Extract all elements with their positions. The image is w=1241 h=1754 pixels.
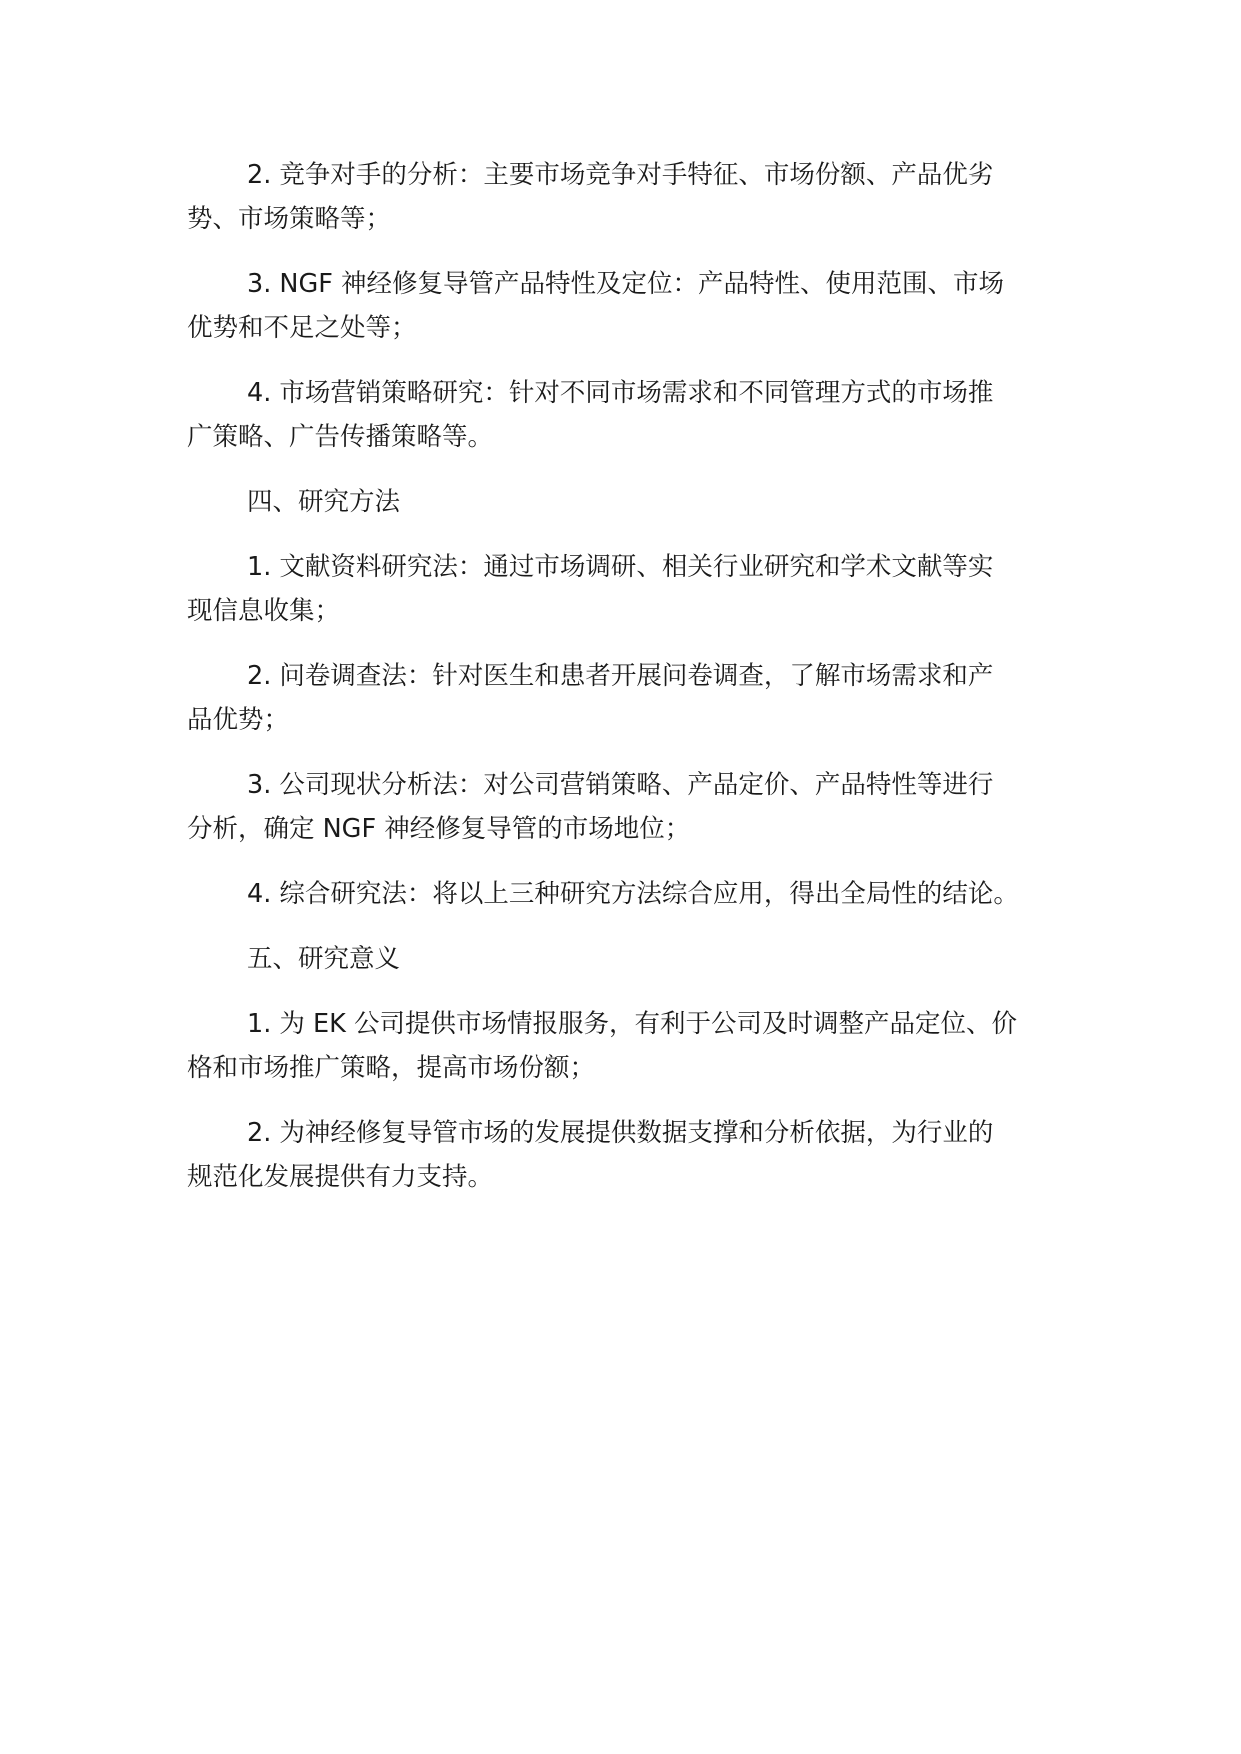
document-body (187, 153, 1067, 1220)
paragraph-line: 优势和不足之处等； (187, 313, 417, 343)
paragraph-line: 广策略、广告传播策略等。 (187, 422, 494, 452)
paragraph-line: 1. 为 EK 公司提供市场情报服务，有利于公司及时调整产品定位、价 (247, 1009, 1017, 1039)
paragraph-line: 现信息收集； (187, 596, 341, 626)
paragraph-line: 2. 问卷调查法：针对医生和患者开展问卷调查，了解市场需求和产 (247, 661, 994, 691)
comprehensive-method-item (187, 872, 1067, 916)
paragraph-line: 势、市场策略等； (187, 204, 392, 234)
paragraph-line: 格和市场推广策略，提高市场份额； (187, 1053, 596, 1083)
paragraph-line: 2. 为神经修复导管市场的发展提供数据支撑和分析依据，为行业的 (247, 1118, 994, 1148)
questionnaire-method-item (187, 654, 1067, 742)
literature-method-item (187, 545, 1067, 633)
section-heading-research-methods (187, 480, 1067, 524)
paragraph-line: 1. 文献资料研究法：通过市场调研、相关行业研究和学术文献等实 (247, 552, 994, 582)
competitor-analysis-item (187, 153, 1067, 241)
paragraph-line: 品优势； (187, 705, 290, 735)
paragraph-line: 4. 市场营销策略研究：针对不同市场需求和不同管理方式的市场推 (247, 378, 994, 408)
section-heading-research-significance (187, 937, 1067, 981)
paragraph-line: 分析，确定 NGF 神经修复导管的市场地位； (187, 814, 691, 844)
paragraph-line: 2. 竞争对手的分析：主要市场竞争对手特征、市场份额、产品优劣 (247, 160, 994, 190)
product-positioning-item (187, 262, 1067, 350)
significance-item-company (187, 1002, 1067, 1090)
marketing-strategy-item (187, 371, 1067, 459)
company-status-method-item (187, 763, 1067, 851)
paragraph-line: 3. NGF 神经修复导管产品特性及定位：产品特性、使用范围、市场 (247, 269, 1005, 299)
paragraph-line: 4. 综合研究法：将以上三种研究方法综合应用，得出全局性的结论。 (247, 879, 1019, 909)
heading-text: 四、研究方法 (247, 487, 401, 517)
significance-item-industry (187, 1111, 1067, 1199)
paragraph-line: 3. 公司现状分析法：对公司营销策略、产品定价、产品特性等进行 (247, 770, 994, 800)
heading-text: 五、研究意义 (247, 944, 401, 974)
paragraph-line: 规范化发展提供有力支持。 (187, 1162, 494, 1192)
